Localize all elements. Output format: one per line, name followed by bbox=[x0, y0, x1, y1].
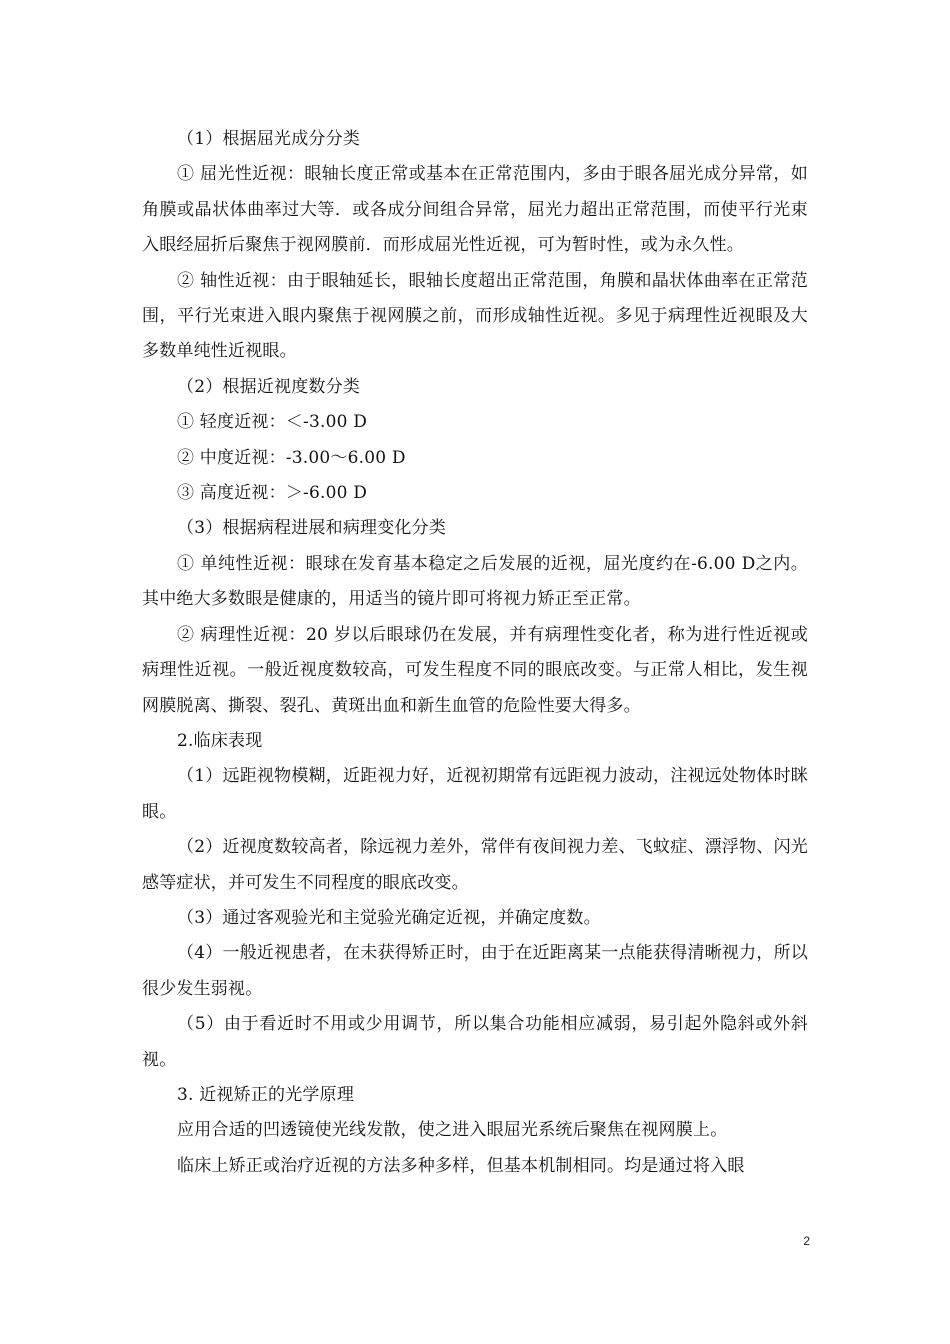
list-item-mild-myopia: ① 轻度近视：＜-3.00 D bbox=[177, 412, 368, 433]
paragraph-optics-2: 临床上矫正或治疗近视的方法多种多样，但基本机制相同。均是通过将入眼 bbox=[177, 1155, 745, 1176]
subheading-degree-classification: （2）根据近视度数分类 bbox=[177, 376, 361, 397]
section-heading-optics: 3. 近视矫正的光学原理 bbox=[177, 1084, 355, 1105]
paragraph-optics-1: 应用合适的凹透镜使光线发散，使之进入眼屈光系统后聚焦在视网膜上。 bbox=[177, 1120, 728, 1141]
page-number: 2 bbox=[803, 1234, 810, 1248]
section-heading-clinical: 2.临床表现 bbox=[177, 730, 263, 751]
subheading-refractive-classification: （1）根据屈光成分分类 bbox=[177, 129, 361, 149]
subheading-progression-classification: （3）根据病程进展和病理变化分类 bbox=[177, 518, 447, 539]
paragraph-axial-myopia: ② 轴性近视：由于眼轴延长，眼轴长度超出正常范围，角膜和晶状体曲率在正常范围，平行光束进入眼内聚焦于视网膜之前，而形成轴性近视。多见于病理性近视眼及大多数单纯性近视眼。 bbox=[142, 270, 808, 362]
paragraph-refractive-myopia: ① 屈光性近视：眼轴长度正常或基本在正常范围内，多由于眼各屈光成分异常，如角膜或晶状体曲率过大等．或各成分间组合异常，屈光力超出正常范围，而使平行光束入眼经屈折后聚焦于视网膜前．而形成屈光性近视，可为暂时性，或为永久性。 bbox=[142, 164, 808, 256]
list-item-high-myopia: ③ 高度近视：＞-6.00 D bbox=[177, 483, 368, 504]
paragraph-clinical-3: （3）通过客观验光和主觉验光确定近视，并确定度数。 bbox=[177, 907, 601, 928]
body-text bbox=[142, 122, 808, 1184]
paragraph-clinical-5: （5）由于看近时不用或少用调节，所以集合功能相应减弱，易引起外隐斜或外斜视。 bbox=[142, 1014, 808, 1070]
paragraph-clinical-2: （2）近视度数较高者，除远视力差外，常伴有夜间视力差、飞蚊症、漂浮物、闪光感等症状，并可发生不同程度的眼底改变。 bbox=[142, 837, 808, 893]
list-item-moderate-myopia: ② 中度近视：-3.00～6.00 D bbox=[177, 447, 406, 468]
paragraph-clinical-1: （1）远距视物模糊，近距视力好，近视初期常有远距视力波动，注视远处物体时眯眼。 bbox=[142, 766, 808, 822]
paragraph-simple-myopia: ① 单纯性近视：眼球在发育基本稳定之后发展的近视，屈光度约在-6.00 D之内。其中绝大多数眼是健康的，用适当的镜片即可将视力矫正至正常。 bbox=[142, 553, 808, 610]
paragraph-clinical-4: （4）一般近视患者，在未获得矫正时，由于在近距离某一点能获得清晰视力，所以很少发生弱视。 bbox=[142, 943, 808, 999]
paragraph-pathological-myopia: ② 病理性近视：20 岁以后眼球仍在发展，并有病理性变化者，称为进行性近视或病理性近视。一般近视度数较高，可发生程度不同的眼底改变。与正常人相比，发生视网膜脱离、撕裂、裂孔、黄斑出血和新生血管的危险性要大得多。 bbox=[142, 624, 808, 716]
